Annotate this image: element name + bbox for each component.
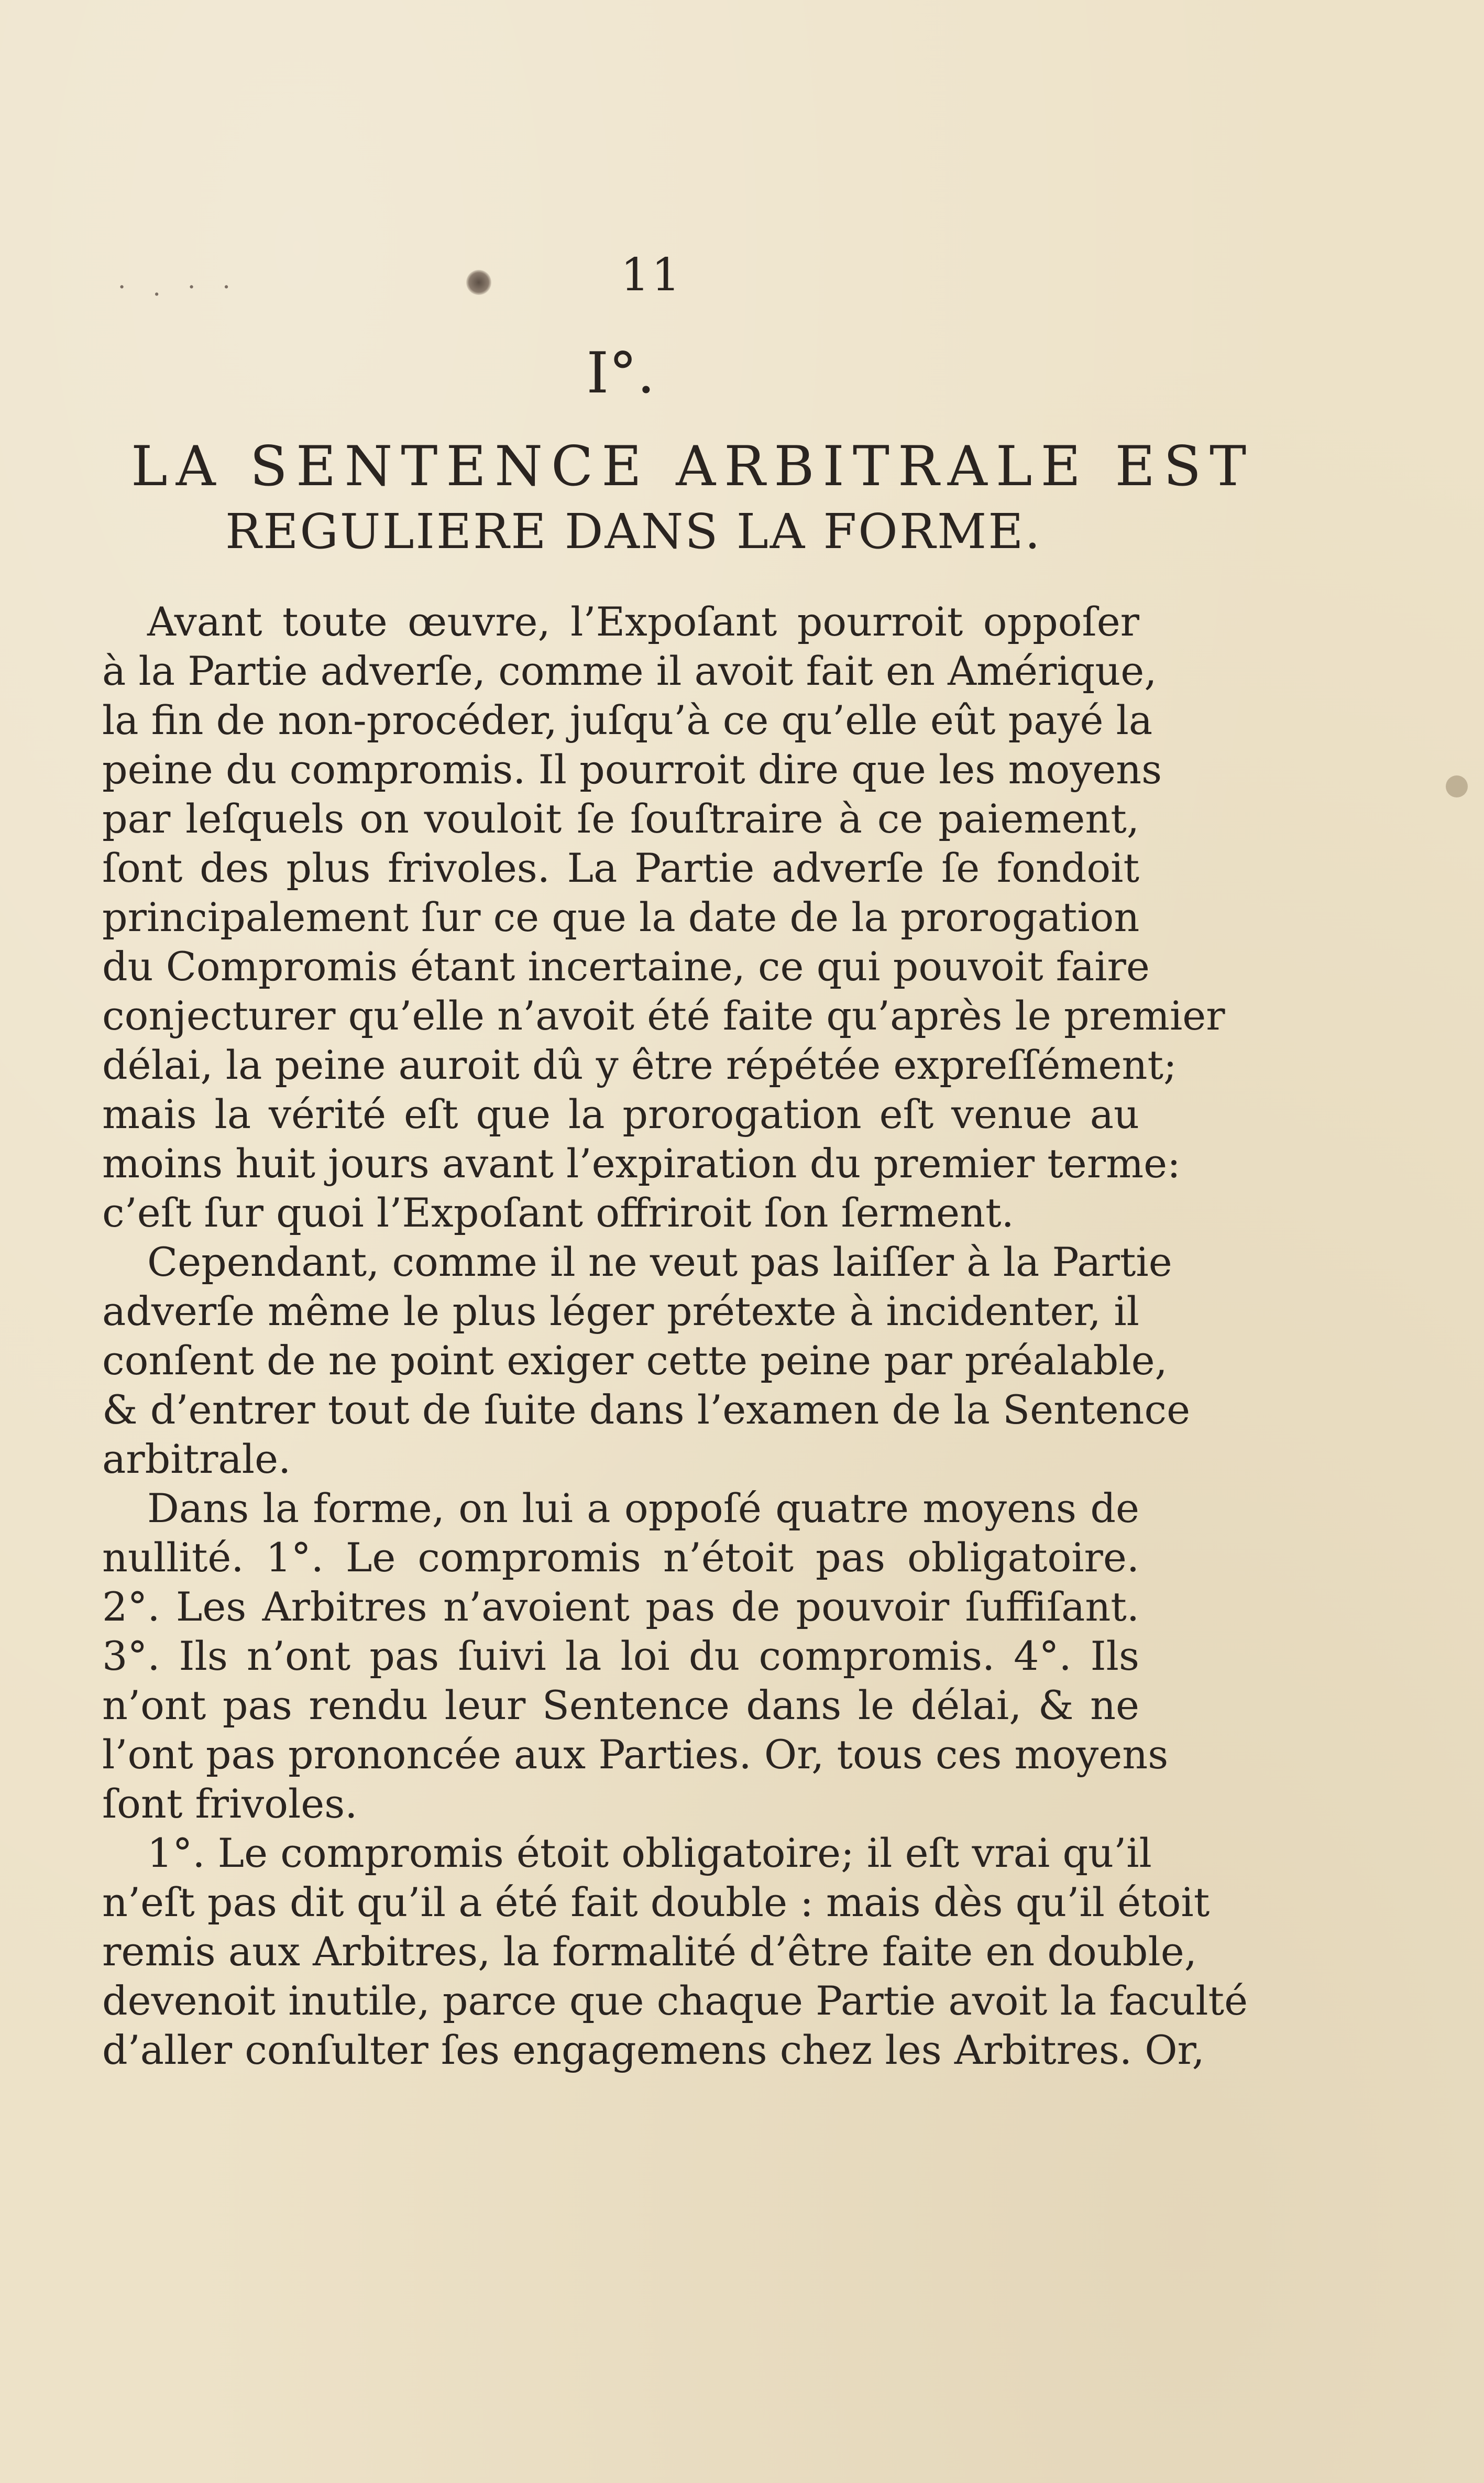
body-text <box>102 597 1248 2075</box>
text-line: n’ont pas rendu leur Sentence dans le délai, & ne <box>102 1682 1139 1729</box>
printer-dots: · . · · <box>118 272 240 302</box>
text-line: conjecturer qu’elle n’avoit été faite qu’après le premier <box>102 992 1225 1039</box>
text-line: nullité. 1°. Le compromis n’étoit pas obligatoire. <box>102 1534 1139 1581</box>
section-heading-line-1: LA SENTENCE ARBITRALE EST <box>131 434 1255 498</box>
text-line: 1°. Le compromis étoit obligatoire; il eſt vrai qu’il <box>147 1830 1152 1876</box>
text-line: Avant toute œuvre, l’Expoſant pourroit oppoſer <box>147 598 1139 645</box>
text-line: 2°. Les Arbitres n’avoient pas de pouvoir ſuffiſant. <box>102 1583 1139 1630</box>
text-line: par leſquels on vouloit ſe ſouſtraire à ce paiement, <box>102 795 1139 842</box>
text-line: remis aux Arbitres, la formalité d’être faite en double, <box>102 1928 1197 1975</box>
text-line: c’eſt ſur quoi l’Expoſant offriroit ſon ſerment. <box>102 1189 1014 1236</box>
text-line: adverſe même le plus léger prétexte à incidenter, il <box>102 1288 1139 1335</box>
text-line: principalement ſur ce que la date de la prorogation <box>102 894 1140 940</box>
text-line: délai, la peine auroit dû y être répétée expreſſément; <box>102 1042 1177 1088</box>
text-line: à la Partie adverſe, comme il avoit fait en Amérique, <box>102 648 1157 694</box>
section-number: I°. <box>586 341 655 406</box>
text-line: conſent de ne point exiger cette peine par préalable, <box>102 1337 1168 1384</box>
text-line: l’ont pas prononcée aux Parties. Or, tous ces moyens <box>102 1731 1169 1778</box>
text-line: ſont des plus frivoles. La Partie adverſe ſe fondoit <box>102 845 1139 891</box>
text-line: arbitrale. <box>102 1436 291 1482</box>
text-line: la fin de non-procéder, juſqu’à ce qu’elle eût payé la <box>102 697 1153 743</box>
text-line: d’aller conſulter ſes engagemens chez les Arbitres. Or, <box>102 2027 1205 2073</box>
text-line: & d’entrer tout de ſuite dans l’examen de la Sentence <box>102 1386 1191 1433</box>
paper-stain <box>1446 775 1468 797</box>
text-line: du Compromis étant incertaine, ce qui pouvoit faire <box>102 943 1150 990</box>
text-line: devenoit inutile, parce que chaque Partie avoit la faculté <box>102 1977 1248 2024</box>
text-line: peine du compromis. Il pourroit dire que les moyens <box>102 746 1162 793</box>
page-number: 11 <box>621 249 683 301</box>
text-line: Dans la forme, on lui a oppoſé quatre moyens de <box>147 1485 1139 1532</box>
text-line: n’eſt pas dit qu’il a été fait double : mais dès qu’il étoit <box>102 1879 1210 1926</box>
ink-ornament <box>466 270 491 295</box>
text-line: 3°. Ils n’ont pas ſuivi la loi du compromis. 4°. Ils <box>102 1633 1139 1679</box>
section-heading-line-2: REGULIERE DANS LA FORME. <box>225 504 1042 560</box>
text-line: ſont frivoles. <box>102 1780 358 1827</box>
text-line: mais la vérité eſt que la prorogation eſt venue au <box>102 1091 1139 1137</box>
text-line: moins huit jours avant l’expiration du premier terme: <box>102 1140 1181 1187</box>
text-line: Cependant, comme il ne veut pas laiſſer à la Partie <box>147 1239 1172 1285</box>
